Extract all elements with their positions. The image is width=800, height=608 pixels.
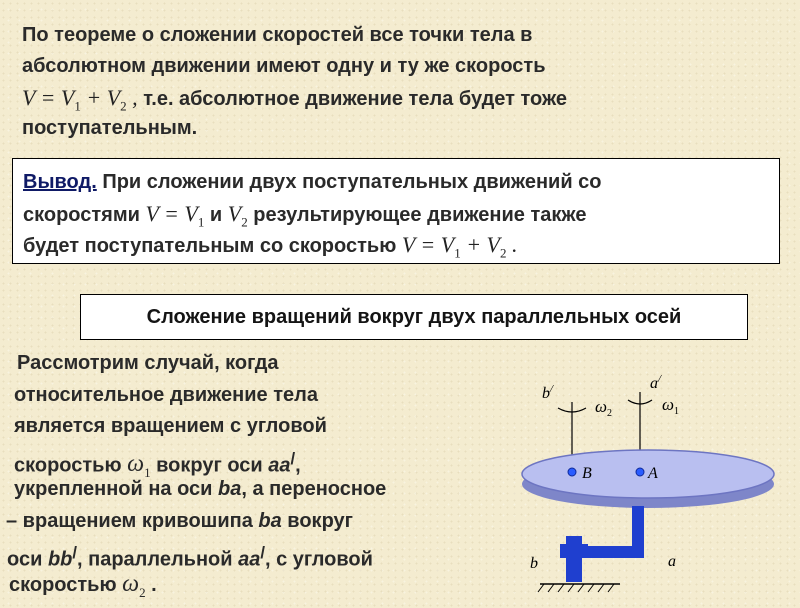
body-line-1: Рассмотрим случай, когда (17, 352, 279, 374)
point-a (636, 468, 644, 476)
formula-v2: $V_2$ (227, 201, 248, 230)
ground-hatch (538, 584, 614, 592)
label-omega2: $\omega_2$ (595, 397, 613, 419)
body-line-2: относительное движение тела (14, 383, 318, 406)
intro-line-1: По теореме о сложении скоростей все точки тела в (22, 24, 533, 46)
label-b: b (530, 555, 538, 572)
shaft-a (632, 506, 644, 546)
omega1-symbol: $\omega_1$ (127, 451, 151, 480)
body-line-5: укрепленной на оси ba, а переносное (14, 478, 387, 500)
rotation-diagram (500, 360, 800, 600)
conclusion-line-3: будет поступательным со скоростью $V = V_1 + V_2$ . (23, 232, 518, 261)
formula-result: $V = V_1 + V_2$ . (401, 232, 518, 261)
body-line-7: оси bb/, параллельной aa/, с угловой (7, 543, 373, 571)
body-line-6: – вращением кривошипа ba вокруг (6, 509, 353, 532)
section-heading: Сложение вращений вокруг двух параллельных осей (80, 294, 748, 340)
conclusion-box (12, 158, 780, 264)
conclusion-label: Вывод. (23, 171, 97, 193)
conclusion-line-1: Вывод. При сложении двух поступательных движений со (23, 171, 602, 193)
body-line-3: является вращением с угловой (14, 415, 327, 437)
label-a: a (668, 553, 676, 570)
point-b (568, 468, 576, 476)
body-line-4: скоростью $\omega_1$ вокруг оси aa/, (14, 448, 301, 480)
intro-paragraph (22, 20, 682, 144)
formula-v-eq-v1: $V = V_1$ (145, 201, 205, 230)
label-point-B: B (582, 465, 592, 482)
intro-line-3: $V = V_1 + V_2$ , т.е. абсолютное движение тела будет тоже (22, 85, 567, 114)
bearing-b-collar (560, 544, 588, 558)
intro-line-2: абсолютном движении имеют одну и ту же скорость (22, 55, 546, 77)
omega2-symbol: $\omega_2$ (122, 570, 146, 600)
label-a-prime: a/ (650, 373, 662, 392)
conclusion-line-2: скоростями $V = V_1$ и $V_2$ результирующее движение также (23, 201, 587, 230)
bearing-b (566, 536, 582, 582)
crank-ba (582, 546, 644, 558)
label-omega1: $\omega_1$ (662, 395, 680, 417)
body-line-8: скоростью $\omega_2$ . (9, 570, 157, 600)
intro-line-4: поступательным. (22, 117, 198, 139)
velocity-sum-formula: $V = V_1 + V_2$ , (22, 85, 138, 114)
body-paragraph (0, 348, 470, 600)
label-point-A: A (648, 465, 658, 482)
label-b-prime: b/ (542, 383, 554, 402)
